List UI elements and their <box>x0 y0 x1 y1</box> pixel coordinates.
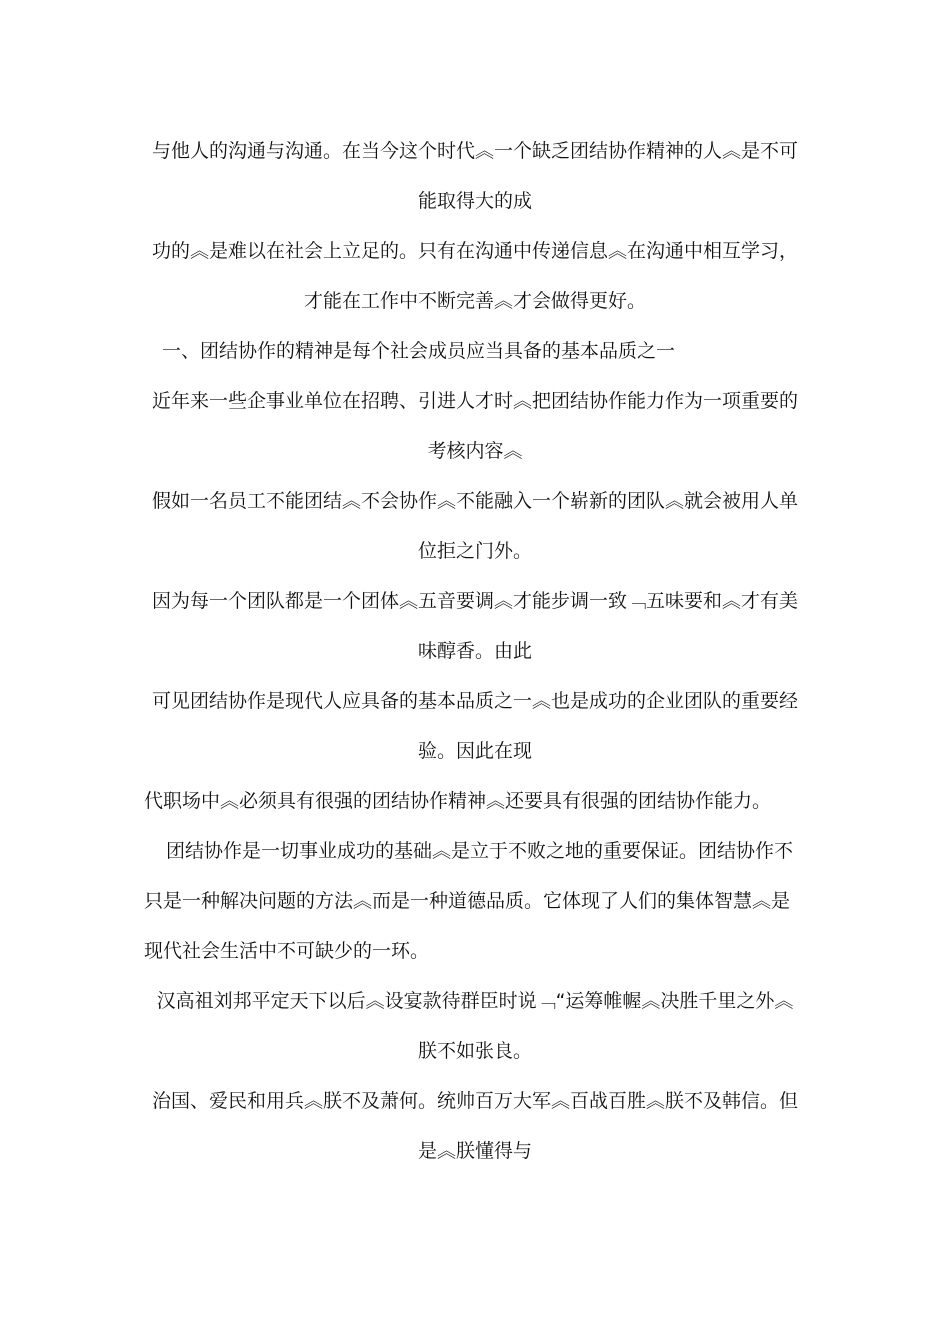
text-line: 才能在工作中不断完善︽才会做得更好。 <box>303 290 646 312</box>
text-line: 味醇香。由此 <box>417 640 532 662</box>
text-line: 可见团结协作是现代人应具备的基本品质之一︽也是成功的企业团队的重要经 <box>151 690 798 712</box>
text-line: 汉高祖刘邦平定天下以后︽设宴款待群臣时说﹁“运筹帷幄︽决胜千里之外︽ <box>156 990 794 1012</box>
text-line: 只是一种解决问题的方法︽而是一种道德品质。它体现了人们的集体智慧︽是 <box>144 890 791 912</box>
text-line: 位拒之门外。 <box>417 540 532 562</box>
text-line: 与他人的沟通与沟通。在当今这个时代︽一个缺乏团结协作精神的人︽是不可 <box>151 140 798 162</box>
text-line: 治国、爱民和用兵︽朕不及萧何。统帅百万大军︽百战百胜︽朕不及韩信。但 <box>151 1090 798 1112</box>
text-line: 近年来一些企事业单位在招聘、引进人才时︽把团结协作能力作为一项重要的 <box>151 390 798 412</box>
text-line: 验。因此在现 <box>417 740 532 762</box>
section-heading: 一、团结协作的精神是每个社会成员应当具备的基本品质之一 <box>162 340 676 362</box>
text-line: 代职场中︽必须具有很强的团结协作精神︽还要具有很强的团结协作能力。 <box>144 790 772 812</box>
text-line: 因为每一个团队都是一个团体︽五音要调︽才能步调一致﹁五味要和︽才有美 <box>151 590 798 612</box>
paragraph-first-line: 团结协作是一切事业成功的基础︽是立于不败之地的重要保证。团结协作不 <box>166 840 794 862</box>
text-line: 朕不如张良。 <box>417 1040 532 1062</box>
text-line: 功的︽是难以在社会上立足的。只有在沟通中传递信息︽在沟通中相互学习， <box>151 240 798 262</box>
text-line: 现代社会生活中不可缺少的一环。 <box>144 940 430 962</box>
text-line: 是︽朕懂得与 <box>417 1140 532 1162</box>
text-line: 考核内容︽ <box>427 440 523 462</box>
text-line: 假如一名员工不能团结︽不会协作︽不能融入一个崭新的团队︽就会被用人单 <box>151 490 798 512</box>
text-line: 能取得大的成 <box>417 190 532 212</box>
